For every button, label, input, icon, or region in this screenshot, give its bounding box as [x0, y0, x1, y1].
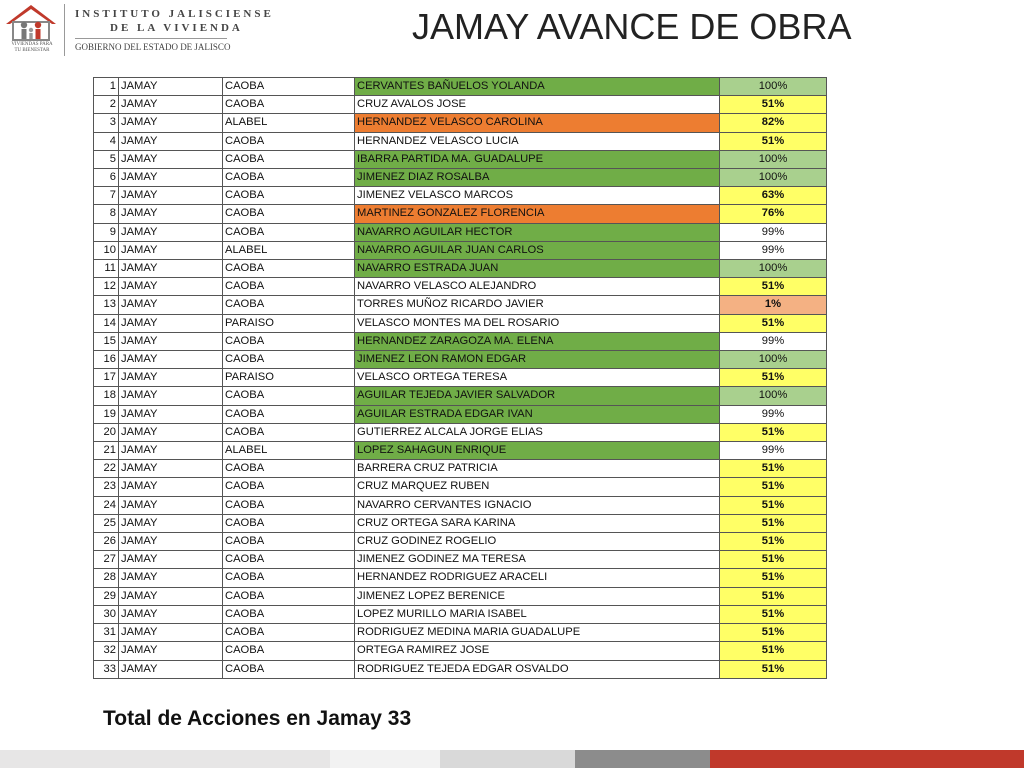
locality-cell: CAOBA [223, 132, 355, 150]
beneficiary-name-cell: HERNANDEZ RODRIGUEZ ARACELI [355, 569, 720, 587]
table-row [94, 387, 827, 405]
progress-percent-cell: 51% [720, 96, 827, 114]
beneficiary-name-cell: AGUILAR TEJEDA JAVIER SALVADOR [355, 387, 720, 405]
row-number-cell: 32 [94, 642, 119, 660]
total-actions: Total de Acciones en Jamay 33 [103, 707, 412, 730]
table-row [94, 460, 827, 478]
locality-cell: CAOBA [223, 296, 355, 314]
logo-caption-line-2: TU BIENESTAR [14, 48, 50, 53]
beneficiary-name-cell: CRUZ ORTEGA SARA KARINA [355, 514, 720, 532]
table-row [94, 624, 827, 642]
municipality-cell: JAMAY [119, 332, 223, 350]
progress-percent-cell: 51% [720, 460, 827, 478]
progress-percent-cell: 100% [720, 169, 827, 187]
municipality-cell: JAMAY [119, 260, 223, 278]
table-row [94, 314, 827, 332]
locality-cell: CAOBA [223, 514, 355, 532]
footer-bar-segment [440, 750, 575, 768]
row-number-cell: 30 [94, 605, 119, 623]
table-row [94, 478, 827, 496]
municipality-cell: JAMAY [119, 514, 223, 532]
progress-percent-cell: 51% [720, 605, 827, 623]
row-number-cell: 26 [94, 533, 119, 551]
table-row [94, 278, 827, 296]
beneficiary-name-cell: HERNANDEZ VELASCO CAROLINA [355, 114, 720, 132]
table-row [94, 241, 827, 259]
row-number-cell: 16 [94, 351, 119, 369]
locality-cell: CAOBA [223, 278, 355, 296]
municipality-cell: JAMAY [119, 660, 223, 678]
municipality-cell: JAMAY [119, 642, 223, 660]
progress-percent-cell: 99% [720, 442, 827, 460]
progress-percent-cell: 51% [720, 569, 827, 587]
municipality-cell: JAMAY [119, 187, 223, 205]
progress-percent-cell: 51% [720, 496, 827, 514]
locality-cell: CAOBA [223, 569, 355, 587]
beneficiary-name-cell: IBARRA PARTIDA MA. GUADALUPE [355, 150, 720, 168]
table-row [94, 96, 827, 114]
municipality-cell: JAMAY [119, 369, 223, 387]
table-row [94, 642, 827, 660]
locality-cell: CAOBA [223, 169, 355, 187]
locality-cell: CAOBA [223, 624, 355, 642]
progress-percent-cell: 51% [720, 314, 827, 332]
progress-percent-cell: 99% [720, 241, 827, 259]
locality-cell: ALABEL [223, 442, 355, 460]
row-number-cell: 13 [94, 296, 119, 314]
progress-percent-cell: 100% [720, 150, 827, 168]
table-row [94, 660, 827, 678]
progress-percent-cell: 99% [720, 223, 827, 241]
row-number-cell: 2 [94, 96, 119, 114]
municipality-cell: JAMAY [119, 496, 223, 514]
table-row [94, 442, 827, 460]
table-row [94, 114, 827, 132]
beneficiary-name-cell: JIMENEZ LEON RAMON EDGAR [355, 351, 720, 369]
beneficiary-name-cell: HERNANDEZ ZARAGOZA MA. ELENA [355, 332, 720, 350]
municipality-cell: JAMAY [119, 351, 223, 369]
table-row [94, 132, 827, 150]
logo-divider [64, 4, 65, 56]
table-row [94, 205, 827, 223]
row-number-cell: 10 [94, 241, 119, 259]
locality-cell: PARAISO [223, 369, 355, 387]
row-number-cell: 12 [94, 278, 119, 296]
row-number-cell: 11 [94, 260, 119, 278]
beneficiary-name-cell: JIMENEZ VELASCO MARCOS [355, 187, 720, 205]
progress-percent-cell: 82% [720, 114, 827, 132]
locality-cell: CAOBA [223, 205, 355, 223]
municipality-cell: JAMAY [119, 533, 223, 551]
locality-cell: CAOBA [223, 642, 355, 660]
table-row [94, 332, 827, 350]
beneficiary-name-cell: MARTINEZ GONZALEZ FLORENCIA [355, 205, 720, 223]
locality-cell: ALABEL [223, 241, 355, 259]
row-number-cell: 24 [94, 496, 119, 514]
locality-cell: CAOBA [223, 387, 355, 405]
row-number-cell: 29 [94, 587, 119, 605]
progress-percent-cell: 51% [720, 533, 827, 551]
table-row [94, 514, 827, 532]
row-number-cell: 17 [94, 369, 119, 387]
row-number-cell: 1 [94, 78, 119, 96]
progress-table-body [94, 78, 827, 679]
table-row [94, 260, 827, 278]
locality-cell: CAOBA [223, 660, 355, 678]
municipality-cell: JAMAY [119, 241, 223, 259]
municipality-cell: JAMAY [119, 551, 223, 569]
municipality-cell: JAMAY [119, 423, 223, 441]
row-number-cell: 28 [94, 569, 119, 587]
row-number-cell: 33 [94, 660, 119, 678]
progress-percent-cell: 100% [720, 260, 827, 278]
beneficiary-name-cell: JIMENEZ LOPEZ BERENICE [355, 587, 720, 605]
locality-cell: CAOBA [223, 551, 355, 569]
row-number-cell: 3 [94, 114, 119, 132]
table-row [94, 187, 827, 205]
municipality-cell: JAMAY [119, 405, 223, 423]
locality-cell: CAOBA [223, 78, 355, 96]
beneficiary-name-cell: CRUZ AVALOS JOSE [355, 96, 720, 114]
beneficiary-name-cell: JIMENEZ GODINEZ MA TERESA [355, 551, 720, 569]
locality-cell: CAOBA [223, 478, 355, 496]
municipality-cell: JAMAY [119, 387, 223, 405]
locality-cell: ALABEL [223, 114, 355, 132]
municipality-cell: JAMAY [119, 569, 223, 587]
row-number-cell: 9 [94, 223, 119, 241]
progress-percent-cell: 51% [720, 132, 827, 150]
progress-percent-cell: 99% [720, 405, 827, 423]
municipality-cell: JAMAY [119, 587, 223, 605]
row-number-cell: 19 [94, 405, 119, 423]
beneficiary-name-cell: JIMENEZ DIAZ ROSALBA [355, 169, 720, 187]
locality-cell: CAOBA [223, 150, 355, 168]
row-number-cell: 14 [94, 314, 119, 332]
beneficiary-name-cell: TORRES MUÑOZ RICARDO JAVIER [355, 296, 720, 314]
beneficiary-name-cell: CRUZ GODINEZ ROGELIO [355, 533, 720, 551]
footer-bar-segment [575, 750, 710, 768]
beneficiary-name-cell: RODRIGUEZ TEJEDA EDGAR OSVALDO [355, 660, 720, 678]
beneficiary-name-cell: NAVARRO CERVANTES IGNACIO [355, 496, 720, 514]
row-number-cell: 31 [94, 624, 119, 642]
municipality-cell: JAMAY [119, 205, 223, 223]
row-number-cell: 21 [94, 442, 119, 460]
progress-percent-cell: 51% [720, 660, 827, 678]
municipality-cell: JAMAY [119, 478, 223, 496]
beneficiary-name-cell: HERNANDEZ VELASCO LUCIA [355, 132, 720, 150]
row-number-cell: 4 [94, 132, 119, 150]
institute-name-line-2: DE LA VIVIENDA [110, 22, 243, 34]
progress-percent-cell: 51% [720, 642, 827, 660]
progress-table [93, 77, 827, 679]
progress-percent-cell: 51% [720, 624, 827, 642]
locality-cell: PARAISO [223, 314, 355, 332]
beneficiary-name-cell: LOPEZ MURILLO MARIA ISABEL [355, 605, 720, 623]
locality-cell: CAOBA [223, 260, 355, 278]
locality-cell: CAOBA [223, 496, 355, 514]
table-row [94, 169, 827, 187]
locality-cell: CAOBA [223, 96, 355, 114]
beneficiary-name-cell: CRUZ MARQUEZ RUBEN [355, 478, 720, 496]
municipality-cell: JAMAY [119, 223, 223, 241]
locality-cell: CAOBA [223, 423, 355, 441]
institute-separator [75, 38, 227, 39]
progress-percent-cell: 51% [720, 478, 827, 496]
page-title: JAMAY AVANCE DE OBRA [412, 6, 852, 47]
row-number-cell: 23 [94, 478, 119, 496]
municipality-cell: JAMAY [119, 624, 223, 642]
footer-bar-segment [710, 750, 1024, 768]
locality-cell: CAOBA [223, 223, 355, 241]
municipality-cell: JAMAY [119, 114, 223, 132]
progress-percent-cell: 100% [720, 78, 827, 96]
beneficiary-name-cell: LOPEZ SAHAGUN ENRIQUE [355, 442, 720, 460]
municipality-cell: JAMAY [119, 460, 223, 478]
progress-percent-cell: 76% [720, 205, 827, 223]
municipality-cell: JAMAY [119, 605, 223, 623]
locality-cell: CAOBA [223, 533, 355, 551]
locality-cell: CAOBA [223, 605, 355, 623]
municipality-cell: JAMAY [119, 278, 223, 296]
row-number-cell: 8 [94, 205, 119, 223]
beneficiary-name-cell: VELASCO MONTES MA DEL ROSARIO [355, 314, 720, 332]
table-row [94, 296, 827, 314]
logo-caption-line-1: VIVIENDAS PARA [11, 42, 53, 47]
beneficiary-name-cell: VELASCO ORTEGA TERESA [355, 369, 720, 387]
table-row [94, 605, 827, 623]
row-number-cell: 6 [94, 169, 119, 187]
table-row [94, 569, 827, 587]
footer-bar-segment [330, 750, 440, 768]
row-number-cell: 25 [94, 514, 119, 532]
beneficiary-name-cell: RODRIGUEZ MEDINA MARIA GUADALUPE [355, 624, 720, 642]
progress-percent-cell: 1% [720, 296, 827, 314]
progress-percent-cell: 99% [720, 332, 827, 350]
row-number-cell: 18 [94, 387, 119, 405]
locality-cell: CAOBA [223, 351, 355, 369]
locality-cell: CAOBA [223, 587, 355, 605]
table-row [94, 351, 827, 369]
progress-percent-cell: 100% [720, 387, 827, 405]
beneficiary-name-cell: CERVANTES BAÑUELOS YOLANDA [355, 78, 720, 96]
row-number-cell: 27 [94, 551, 119, 569]
table-row [94, 496, 827, 514]
progress-percent-cell: 63% [720, 187, 827, 205]
progress-percent-cell: 51% [720, 551, 827, 569]
progress-percent-cell: 51% [720, 423, 827, 441]
table-row [94, 587, 827, 605]
beneficiary-name-cell: NAVARRO VELASCO ALEJANDRO [355, 278, 720, 296]
locality-cell: CAOBA [223, 460, 355, 478]
progress-percent-cell: 51% [720, 278, 827, 296]
municipality-cell: JAMAY [119, 169, 223, 187]
row-number-cell: 15 [94, 332, 119, 350]
beneficiary-name-cell: NAVARRO AGUILAR HECTOR [355, 223, 720, 241]
row-number-cell: 20 [94, 423, 119, 441]
beneficiary-name-cell: GUTIERREZ ALCALA JORGE ELIAS [355, 423, 720, 441]
municipality-cell: JAMAY [119, 296, 223, 314]
municipality-cell: JAMAY [119, 96, 223, 114]
municipality-cell: JAMAY [119, 150, 223, 168]
locality-cell: CAOBA [223, 187, 355, 205]
row-number-cell: 22 [94, 460, 119, 478]
row-number-cell: 7 [94, 187, 119, 205]
beneficiary-name-cell: BARRERA CRUZ PATRICIA [355, 460, 720, 478]
progress-percent-cell: 51% [720, 587, 827, 605]
locality-cell: CAOBA [223, 405, 355, 423]
beneficiary-name-cell: ORTEGA RAMIREZ JOSE [355, 642, 720, 660]
progress-percent-cell: 51% [720, 369, 827, 387]
beneficiary-name-cell: NAVARRO ESTRADA JUAN [355, 260, 720, 278]
logo-caption [0, 42, 64, 54]
locality-cell: CAOBA [223, 332, 355, 350]
table-row [94, 423, 827, 441]
footer-bar-segment [0, 750, 330, 768]
progress-percent-cell: 100% [720, 351, 827, 369]
footer-color-bar [0, 750, 1024, 768]
municipality-cell: JAMAY [119, 78, 223, 96]
institute-name-line-1: INSTITUTO JALISCIENSE [75, 8, 274, 20]
table-row [94, 78, 827, 96]
table-row [94, 223, 827, 241]
table-row [94, 369, 827, 387]
municipality-cell: JAMAY [119, 132, 223, 150]
table-row [94, 533, 827, 551]
table-row [94, 551, 827, 569]
municipality-cell: JAMAY [119, 442, 223, 460]
house-family-icon [2, 2, 60, 42]
row-number-cell: 5 [94, 150, 119, 168]
municipality-cell: JAMAY [119, 314, 223, 332]
progress-percent-cell: 51% [720, 514, 827, 532]
beneficiary-name-cell: NAVARRO AGUILAR JUAN CARLOS [355, 241, 720, 259]
table-row [94, 405, 827, 423]
beneficiary-name-cell: AGUILAR ESTRADA EDGAR IVAN [355, 405, 720, 423]
institute-logo [0, 0, 274, 62]
government-name: GOBIERNO DEL ESTADO DE JALISCO [75, 42, 231, 52]
table-row [94, 150, 827, 168]
